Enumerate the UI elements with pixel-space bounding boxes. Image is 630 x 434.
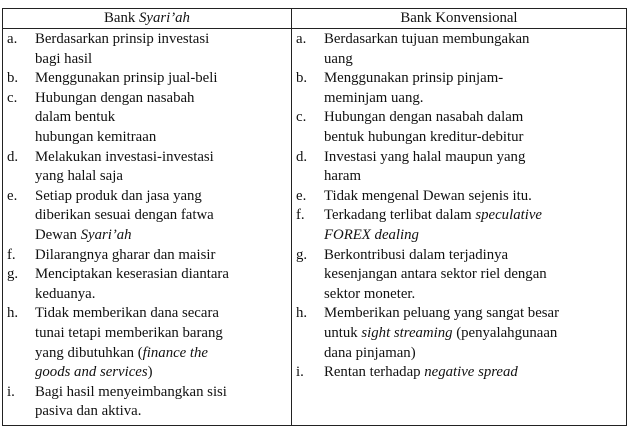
item-text: [324, 108, 620, 147]
item-text: [324, 30, 620, 69]
item-text-part: Terkadang terlibat dalam: [324, 207, 476, 224]
italic-text: negative spread: [424, 364, 518, 381]
syariah-item: [7, 304, 285, 382]
item-text: [35, 246, 285, 266]
syariah-item: [7, 246, 285, 266]
item-text-part: (penyalahgunaan: [452, 324, 558, 341]
header-bank-konvensional: Bank Konvensional: [292, 9, 627, 29]
konvensional-item: [296, 187, 620, 207]
item-text-part: keduanya.: [35, 285, 96, 302]
item-text-part: Tidak memberikan dana secara: [35, 305, 219, 322]
syariah-item: [7, 383, 285, 422]
item-text: [35, 304, 285, 382]
italic-text: finance the: [142, 344, 209, 361]
item-marker: g.: [296, 246, 308, 263]
item-text: [324, 148, 620, 187]
item-text: [35, 187, 285, 246]
item-text-part: meminjam uang.: [324, 89, 424, 106]
header-bank-syariah: Bank Syari’ah: [3, 9, 292, 29]
item-text: [35, 148, 285, 187]
syariah-item: [7, 265, 285, 304]
item-marker: b.: [7, 70, 19, 87]
konvensional-item: [296, 206, 620, 245]
item-text: [324, 246, 620, 305]
item-marker: h.: [7, 305, 19, 322]
item-marker: e.: [7, 187, 18, 204]
item-text: [324, 363, 620, 383]
item-marker: i.: [7, 383, 15, 400]
item-text-part: diberikan sesuai dengan fatwa: [35, 207, 214, 224]
syariah-list: [7, 30, 285, 422]
item-text-part: Hubungan dengan nasabah dalam: [324, 109, 524, 126]
item-text-part: kesenjangan antara sektor riel dengan: [324, 266, 547, 283]
syariah-item: [7, 69, 285, 89]
item-text-part: Rentan terhadap: [324, 364, 425, 381]
item-marker: a.: [7, 31, 18, 47]
item-marker: f.: [7, 246, 16, 263]
konvensional-item: [296, 108, 620, 147]
syariah-item: [7, 30, 285, 69]
item-text-part: dalam bentuk: [35, 109, 116, 126]
item-marker: h.: [296, 305, 308, 322]
item-marker: c.: [7, 89, 18, 106]
konvensional-list: [296, 30, 620, 383]
item-text: [324, 187, 620, 207]
item-text-part: yang halal saja: [35, 168, 123, 185]
item-marker: c.: [296, 109, 307, 126]
item-text-part: hubungan kemitraan: [35, 128, 157, 145]
item-text-part: Menciptakan keserasian diantara: [35, 266, 229, 283]
item-text-part: Memberikan peluang yang sangat besar: [324, 305, 560, 322]
item-text-part: Tidak mengenal Dewan sejenis itu.: [324, 187, 532, 204]
syariah-column: [3, 29, 292, 426]
item-marker: a.: [296, 31, 307, 47]
item-text-part: ): [147, 364, 153, 381]
konvensional-item: [296, 30, 620, 69]
item-text-part: Setiap produk dan jasa yang: [35, 187, 202, 204]
item-text-part: untuk: [324, 324, 362, 341]
item-text-part: Berdasarkan prinsip investasi: [35, 31, 210, 47]
item-text-part: Dewan: [35, 226, 81, 243]
konvensional-item: [296, 69, 620, 108]
konvensional-item: [296, 148, 620, 187]
konvensional-item: [296, 304, 620, 363]
item-text-part: Berkontribusi dalam terjadinya: [324, 246, 509, 263]
italic-text: Syari’ah: [80, 226, 132, 243]
item-text-part: Dilarangnya gharar dan maisir: [35, 246, 216, 263]
item-text-part: tunai tetapi memberikan barang: [35, 324, 223, 341]
syariah-item: [7, 187, 285, 246]
item-text-part: uang: [324, 50, 353, 67]
italic-text: sight streaming: [361, 324, 453, 341]
item-text: [35, 89, 285, 148]
item-marker: g.: [7, 266, 19, 283]
item-text-part: haram: [324, 168, 361, 185]
item-text-part: Menggunakan prinsip jual-beli: [35, 70, 218, 87]
item-text-part: Hubungan dengan nasabah: [35, 89, 195, 106]
item-text-part: Investasi yang halal maupun yang: [324, 148, 526, 165]
item-text-part: Berdasarkan tujuan membungakan: [324, 31, 530, 47]
item-text: [35, 69, 285, 89]
konvensional-item: [296, 246, 620, 305]
item-marker: d.: [7, 148, 19, 165]
item-marker: d.: [296, 148, 308, 165]
header-row: [3, 9, 627, 29]
item-marker: i.: [296, 364, 304, 381]
syariah-item: [7, 89, 285, 148]
body-row: [3, 29, 627, 426]
italic-text: FOREX dealing: [324, 226, 419, 243]
item-text-part: Melakukan investasi-investasi: [35, 148, 214, 165]
item-text: [324, 69, 620, 108]
item-text-part: bentuk hubungan kreditur-debitur: [324, 128, 524, 145]
item-text-part: bagi hasil: [35, 50, 93, 67]
item-text-part: dana pinjaman): [324, 344, 416, 361]
konvensional-item: [296, 363, 620, 383]
item-text-part: Bagi hasil menyeimbangkan sisi: [35, 383, 227, 400]
item-text-part: pasiva dan aktiva.: [35, 403, 142, 420]
item-marker: f.: [296, 207, 305, 224]
italic-text: goods and services: [35, 364, 148, 381]
item-text-part: sektor moneter.: [324, 285, 416, 302]
konvensional-column: [292, 29, 627, 426]
item-marker: b.: [296, 70, 308, 87]
italic-text: speculative: [475, 207, 542, 224]
comparison-table: [2, 8, 627, 426]
syariah-item: [7, 148, 285, 187]
item-text: [35, 383, 285, 422]
item-text: [35, 265, 285, 304]
item-text-part: yang dibutuhkan (: [35, 344, 143, 361]
item-text: [35, 30, 285, 69]
item-text-part: Menggunakan prinsip pinjam-: [324, 70, 504, 87]
item-text: [324, 206, 620, 245]
item-marker: e.: [296, 187, 307, 204]
item-text: [324, 304, 620, 363]
